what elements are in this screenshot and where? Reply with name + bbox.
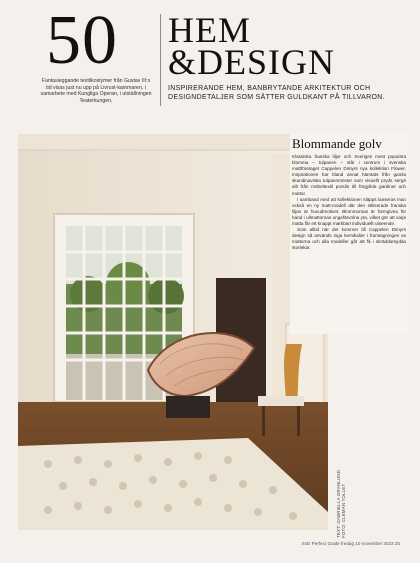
footer-text: SvD Perfect Guide fredag 10 november 2023 25	[301, 541, 400, 546]
masthead-line-1: HEM	[168, 10, 251, 50]
text-credit: TEXT: GABRIELLA GRANLUND	[336, 470, 341, 538]
interior-photo-illustration	[18, 134, 328, 530]
article-title: Blommande golv	[292, 136, 382, 151]
section-masthead	[168, 10, 335, 82]
page-number-large: 50	[46, 2, 118, 79]
article-paragraph: I samband med att kollektionen släpps lanseras man också en ny matt-modell där den stiliserade franska liljan är huvudmotivet. Blommornas är formgivna för hand i ullmattornas ungefärvolna yta, vilket gör att varje matta får ett knappt märkbart individuellt utseende.	[292, 196, 406, 227]
section-tagline: INSPIRERANDE HEM, BANBRYTANDE ARKITEKTUR OCH DESIGNDETALJER SOM SÄTTER GULDKANT PÅ TILLVARON.	[168, 85, 385, 101]
header-divider	[160, 14, 161, 106]
article-box	[290, 134, 408, 334]
interior-photo	[18, 134, 328, 530]
article-paragraph: Klassiska franska liljor och Sveriges mest populära blomma – tulpanen – står i centrum i svenska mattföretaget Cappelen Dimyrs nya kollektion Flower. Inspirationen har bland annat hämtats från gamla skandinaviska tulpanmönster som visuellt pryds sergé allt från möbeltextil porslin till förgyllda gardiner och mattor.	[292, 154, 406, 196]
intro-blurb: Fantasieggande textilkostymer från Gustav III:s tid visas just nu upp på Livrust-kammaren, i samarbete med Kungliga Operan, i utställningen Teaterkungen.	[40, 78, 152, 104]
photo-credit-line: FOTO: CLEMAN TOLLET	[341, 483, 346, 538]
page-header	[0, 0, 420, 118]
article-paragraph: Som alltid när det kommer till Cappelen Dimyrs design så används inga kemikalier i framtagningen av mattorna och alla modeller går att få i skräddarsydda storlekar.	[292, 227, 406, 251]
photo-credit	[336, 470, 346, 538]
masthead-line-2: &DESIGN	[168, 42, 335, 82]
article-body	[292, 154, 406, 252]
page-footer	[178, 541, 400, 546]
